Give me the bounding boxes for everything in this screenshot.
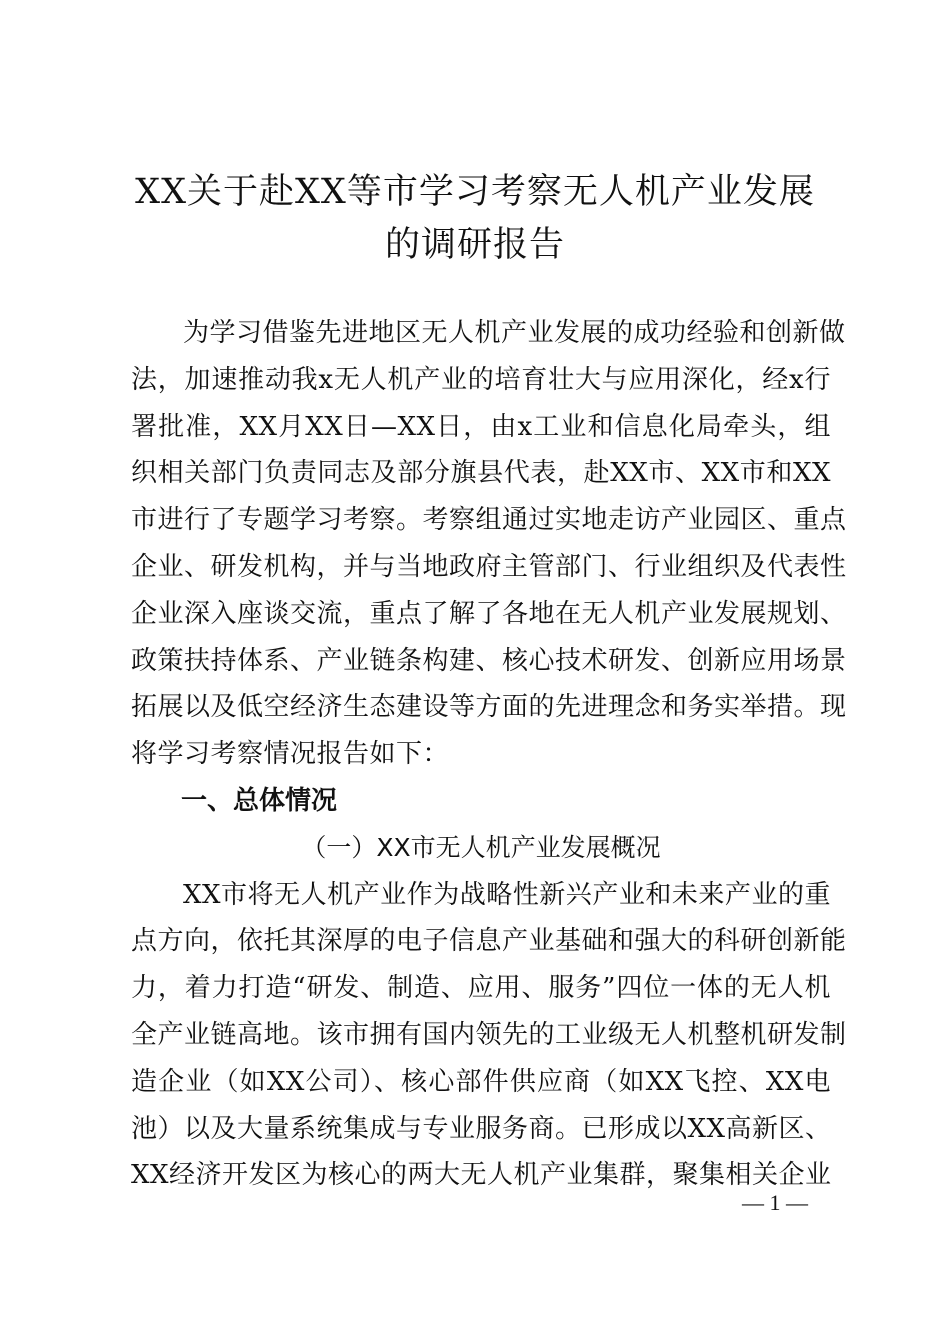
section-line: XX经济开发区为核心的两大无人机产业集群，聚集相关企业 (131, 1160, 832, 1191)
section-heading-1: 一、总体情况 (181, 785, 338, 816)
intro-line: 市进行了专题学习考察。考察组通过实地走访产业园区、重点 (131, 505, 847, 536)
intro-line: 署批准，XX月XX日—XX日，由x工业和信息化局牵头，组 (131, 411, 831, 442)
intro-line: 拓展以及低空经济生态建设等方面的先进理念和务实举措。现 (131, 692, 847, 723)
intro-line: 将学习考察情况报告如下： (131, 739, 450, 770)
intro-line: 织相关部门负责同志及部分旗县代表，赴XX市、XX市和XX (131, 458, 831, 489)
intro-line: 企业、研发机构，并与当地政府主管部门、行业组织及代表性 (131, 551, 847, 582)
page-number: — 1 — (742, 1190, 808, 1215)
section-line: 造企业（如XX公司）、核心部件供应商（如XX飞控、XX电 (131, 1066, 831, 1097)
section-line: 池）以及大量系统集成与专业服务商。已形成以XX高新区、 (131, 1113, 832, 1144)
intro-line: 企业深入座谈交流，重点了解了各地在无人机产业发展规划、 (131, 598, 847, 629)
intro-line: 为学习借鉴先进地区无人机产业发展的成功经验和创新做 (183, 318, 846, 348)
title-line-1: XX关于赴XX等市学习考察无人机产业发展 (135, 172, 815, 212)
document-title (100, 166, 850, 272)
section-line: 点方向，依托其深厚的电子信息产业基础和强大的科研创新能 (131, 926, 847, 957)
title-line-2: 的调研报告 (384, 225, 565, 265)
section-line: 力，着力打造“研发、制造、应用、服务”四位一体的无人机 (131, 973, 831, 1004)
section-heading-2: （一）XX市无人机产业发展概况 (301, 832, 661, 862)
intro-line: 政策扶持体系、产业链条构建、核心技术研发、创新应用场景 (131, 645, 847, 676)
document-body (131, 310, 847, 1199)
intro-line: 法，加速推动我x无人机产业的培育壮大与应用深化，经x行 (131, 364, 831, 395)
section-line: XX市将无人机产业作为战略性新兴产业和未来产业的重 (183, 879, 831, 910)
section-line: 全产业链高地。该市拥有国内领先的工业级无人机整机研发制 (131, 1019, 847, 1050)
